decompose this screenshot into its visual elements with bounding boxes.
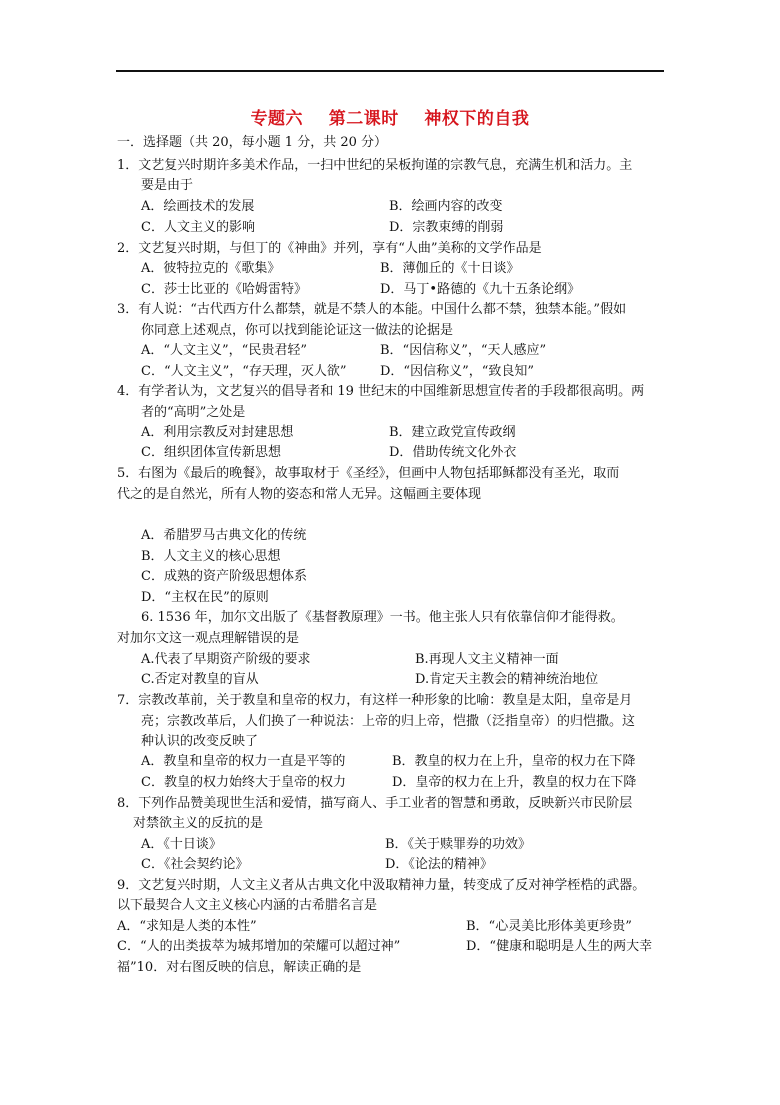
- question-1-option-d: D．宗教束缚的削弱: [389, 220, 504, 235]
- question-4-stem: 4．有学者认为，文艺复兴的倡导者和 19 世纪末的中国维新思想宣传者的手段都很高明。两: [117, 384, 645, 399]
- question-6-option-a: A.代表了早期资产阶级的要求: [141, 652, 311, 667]
- question-8-stem-cont: 对禁欲主义的反抗的是: [133, 816, 264, 831]
- question-6-option-c: C.否定对教皇的盲从: [141, 672, 259, 687]
- question-9-option-a: A．“求知是人类的本性”: [117, 919, 257, 934]
- question-4-option-b: B．建立政党宣传政纲: [389, 425, 516, 440]
- question-8-option-d: D．《论法的精神》: [385, 857, 493, 872]
- question-9-option-c: C．“人的出类拔萃为城邦增加的荣耀可以超过神”: [117, 939, 401, 954]
- question-5-option-a: A．希腊罗马古典文化的传统: [141, 528, 307, 543]
- question-5-option-b: B．人文主义的核心思想: [141, 549, 281, 564]
- question-10-stem: 福”10．对右图反映的信息，解读正确的是: [117, 960, 362, 975]
- question-4-stem-cont: 者的“高明”之处是: [141, 405, 246, 420]
- question-8-option-a: A．《十日谈》: [141, 837, 222, 852]
- question-6-stem-cont: 对加尔文这一观点理解错误的是: [117, 631, 300, 646]
- question-1-option-a: A．绘画技术的发展: [141, 199, 255, 214]
- question-8-stem: 8．下列作品赞美现世生活和爱情，描写商人、手工业者的智慧和勇敢，反映新兴市民阶层: [117, 796, 633, 811]
- question-6-option-d: D.肯定天主教会的精神统治地位: [415, 672, 599, 687]
- question-7-stem-cont2: 种认识的改变反映了: [141, 734, 259, 749]
- question-9-option-b: B．“心灵美比形体美更珍贵”: [466, 919, 632, 934]
- question-8-option-b: B．《关于赎罪券的功效》: [385, 837, 532, 852]
- question-6-stem: 6. 1536 年，加尔文出版了《基督教原理》一书。他主张人只有依靠信仰才能得救。: [141, 610, 624, 625]
- question-3-option-d: D．“因信称义”，“致良知”: [380, 364, 535, 379]
- question-1-option-b: B．绘画内容的改变: [389, 199, 503, 214]
- question-5-stem-cont: 代之的是自然光，所有人物的姿态和常人无异。这幅画主要体现: [117, 487, 482, 502]
- question-2-option-b: B．薄伽丘的《十日谈》: [380, 261, 520, 276]
- question-3-stem-cont: 你同意上述观点，你可以找到能论证这一做法的论据是: [141, 323, 454, 338]
- question-2-option-c: C．莎士比亚的《哈姆雷特》: [141, 282, 307, 297]
- question-5-option-d: D．“主权在民”的原则: [141, 590, 269, 605]
- page-title: 专题六 第二课时 神权下的自我: [250, 109, 530, 129]
- question-8-option-c: C．《社会契约论》: [141, 857, 249, 872]
- question-7-stem-cont: 亮；宗教改革后，人们换了一种说法：上帝的归上帝，恺撒（泛指皇帝）的归恺撒。这: [141, 714, 636, 729]
- header-rule: [116, 70, 664, 72]
- question-1-stem: 1．文艺复兴时期许多美术作品，一扫中世纪的呆板拘谨的宗教气息，充满生机和活力。主: [117, 158, 633, 173]
- question-5-stem: 5．右图为《最后的晚餐》，故事取材于《圣经》，但画中人物包括耶稣都没有圣光，取而: [117, 466, 620, 481]
- question-4-option-a: A．利用宗教反对封建思想: [141, 425, 294, 440]
- question-2-option-d: D．马丁•路德的《九十五条论纲》: [380, 282, 581, 297]
- question-3-stem: 3．有人说：“古代西方什么都禁，就是不禁人的本能。中国什么都不禁，独禁本能。”假如: [117, 302, 627, 317]
- question-2-option-a: A．彼特拉克的《歌集》: [141, 261, 281, 276]
- question-5-option-c: C．成熟的资产阶级思想体系: [141, 569, 307, 584]
- question-9-stem: 9．文艺复兴时期，人文主义者从古典文化中汲取精神力量，转变成了反对神学桎梏的武器。: [117, 878, 646, 893]
- question-7-option-c: C．教皇的权力始终大于皇帝的权力: [141, 775, 346, 790]
- question-9-stem-cont: 以下最契合人文主义核心内涵的古希腊名言是: [117, 898, 378, 913]
- question-4-option-d: D．借助传统文化外衣: [389, 445, 517, 460]
- question-3-option-a: A．“人文主义”，“民贵君轻”: [141, 343, 307, 358]
- question-7-option-a: A．教皇和皇帝的权力一直是平等的: [141, 754, 346, 769]
- question-3-option-c: C．“人文主义”，“存天理，灭人欲”: [141, 364, 347, 379]
- question-2-stem: 2．文艺复兴时期，与但丁的《神曲》并列，享有“人曲”美称的文学作品是: [117, 241, 542, 256]
- question-1-stem-cont: 要是由于: [141, 178, 194, 193]
- question-9-option-d: D．“健康和聪明是人生的两大幸: [466, 939, 653, 954]
- question-7-option-d: D．皇帝的权力在上升，教皇的权力在下降: [392, 775, 637, 790]
- question-1-option-c: C．人文主义的影响: [141, 220, 255, 235]
- question-6-option-b: B.再现人文主义精神一面: [415, 652, 559, 667]
- question-3-option-b: B．“因信称义”，“天人感应”: [380, 343, 547, 358]
- section-heading: 一．选择题（共 20，每小题 1 分，共 20 分）: [117, 135, 388, 150]
- question-4-option-c: C．组织团体宣传新思想: [141, 445, 281, 460]
- question-7-option-b: B．教皇的权力在上升，皇帝的权力在下降: [392, 754, 636, 769]
- question-7-stem: 7．宗教改革前，关于教皇和皇帝的权力，有这样一种形象的比喻：教皇是太阳，皇帝是月: [117, 693, 633, 708]
